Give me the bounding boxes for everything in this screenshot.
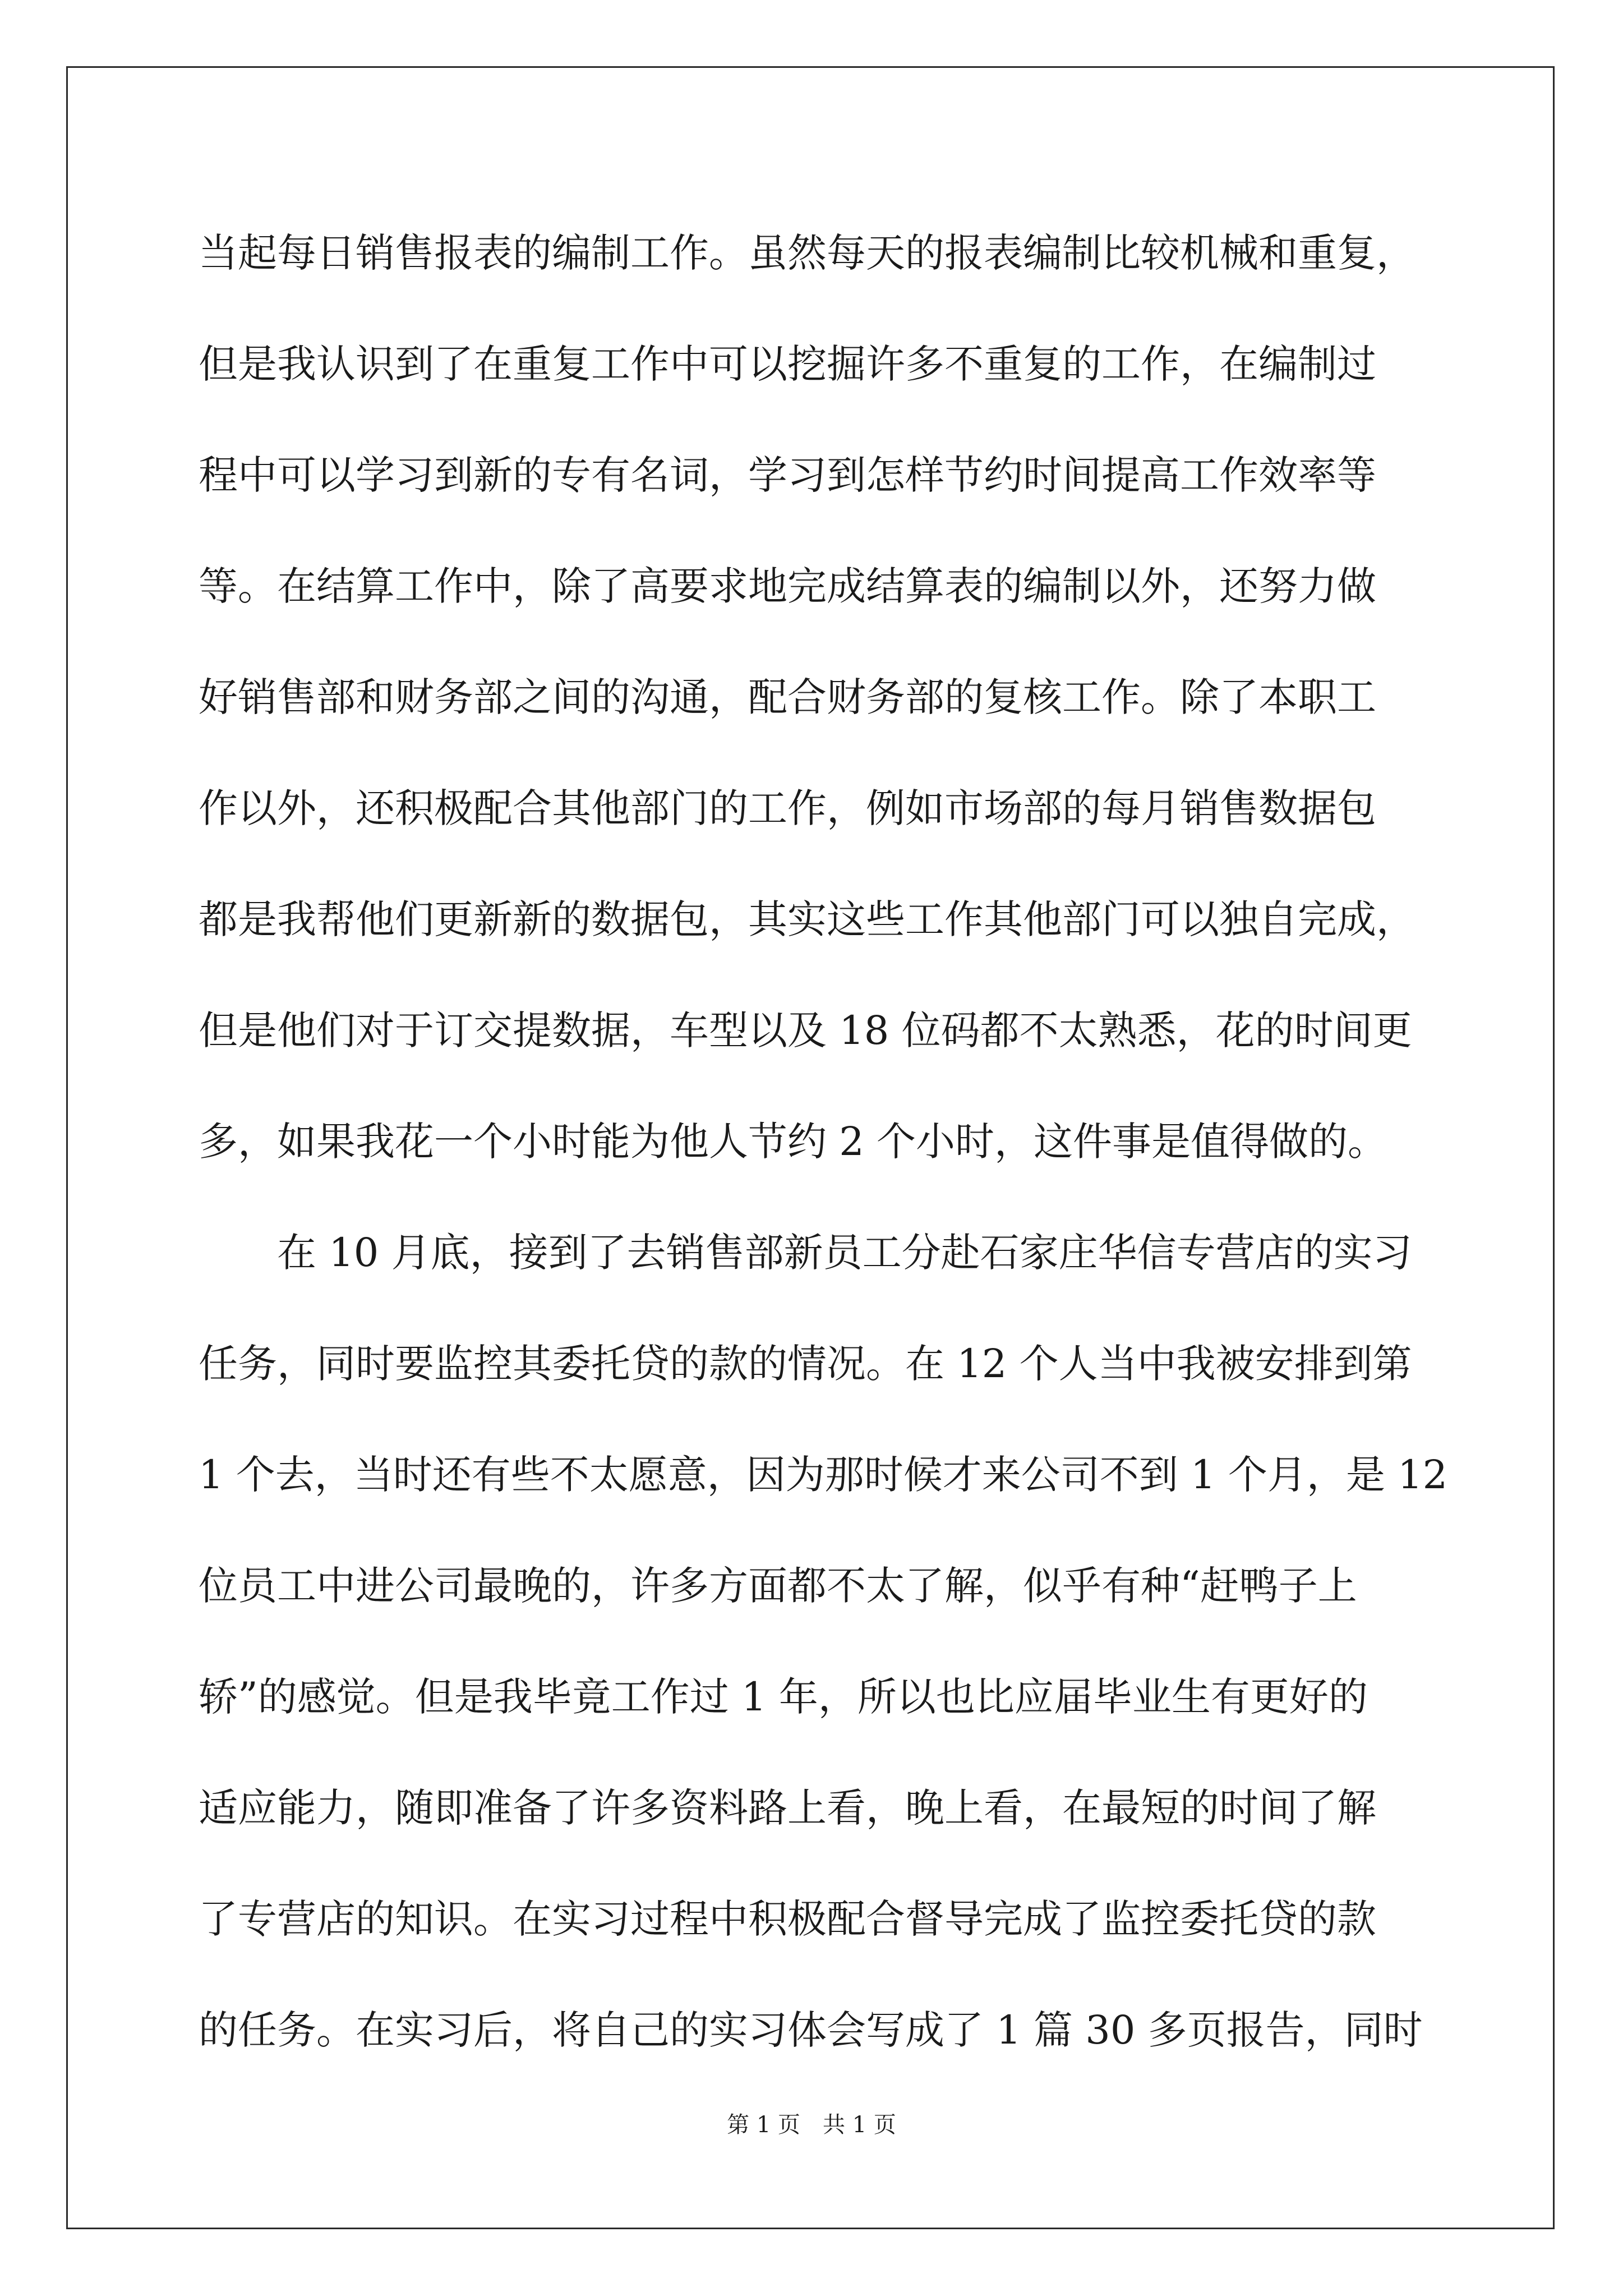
paragraph-line: 程中可以学习到新的专有名词，学习到怎样节约时间提高工作效率等 bbox=[199, 452, 1376, 498]
paragraph-line: 但是我认识到了在重复工作中可以挖掘许多不重复的工作，在编制过 bbox=[199, 341, 1376, 387]
paragraph-line: 在 10 月底，接到了去销售部新员工分赴石家庄华信专营店的实习 bbox=[277, 1230, 1412, 1276]
paragraph-line: 适应能力，随即准备了许多资料路上看，晚上看，在最短的时间了解 bbox=[199, 1785, 1376, 1831]
paragraph-line: 多，如果我花一个小时能为他人节约 2 个小时，这件事是值得做的。 bbox=[199, 1119, 1387, 1165]
paragraph-line: 都是我帮他们更新新的数据包，其实这些工作其他部门可以独自完成， bbox=[199, 896, 1415, 942]
paragraph-line: 的任务。在实习后，将自己的实习体会写成了 1 篇 30 多页报告，同时 bbox=[199, 2007, 1423, 2053]
paragraph-line: 1 个去，当时还有些不太愿意，因为那时候才来公司不到 1 个月，是 12 bbox=[199, 1452, 1448, 1498]
paragraph-line: 但是他们对于订交提数据，车型以及 18 位码都不太熟悉，花的时间更 bbox=[199, 1007, 1412, 1053]
document-body bbox=[199, 197, 1460, 2086]
paragraph-line: 轿”的感觉。但是我毕竟工作过 1 年，所以也比应届毕业生有更好的 bbox=[199, 1674, 1368, 1720]
paragraph-line: 位员工中进公司最晚的，许多方面都不太了解，似乎有种“赶鸭子上 bbox=[199, 1563, 1357, 1609]
paragraph-line: 作以外，还积极配合其他部门的工作，例如市场部的每月销售数据包 bbox=[199, 785, 1376, 831]
paragraph-line: 任务，同时要监控其委托贷的款的情况。在 12 个人当中我被安排到第 bbox=[199, 1341, 1412, 1387]
page-number: 第 1 页 共 1 页 bbox=[727, 2112, 896, 2138]
paragraph-line: 等。在结算工作中，除了高要求地完成结算表的编制以外，还努力做 bbox=[199, 563, 1376, 609]
paragraph-line: 当起每日销售报表的编制工作。虽然每天的报表编制比较机械和重复， bbox=[199, 230, 1415, 276]
paragraph-line: 好销售部和财务部之间的沟通，配合财务部的复核工作。除了本职工 bbox=[199, 674, 1376, 720]
paragraph-line: 了专营店的知识。在实习过程中积极配合督导完成了监控委托贷的款 bbox=[199, 1896, 1376, 1942]
